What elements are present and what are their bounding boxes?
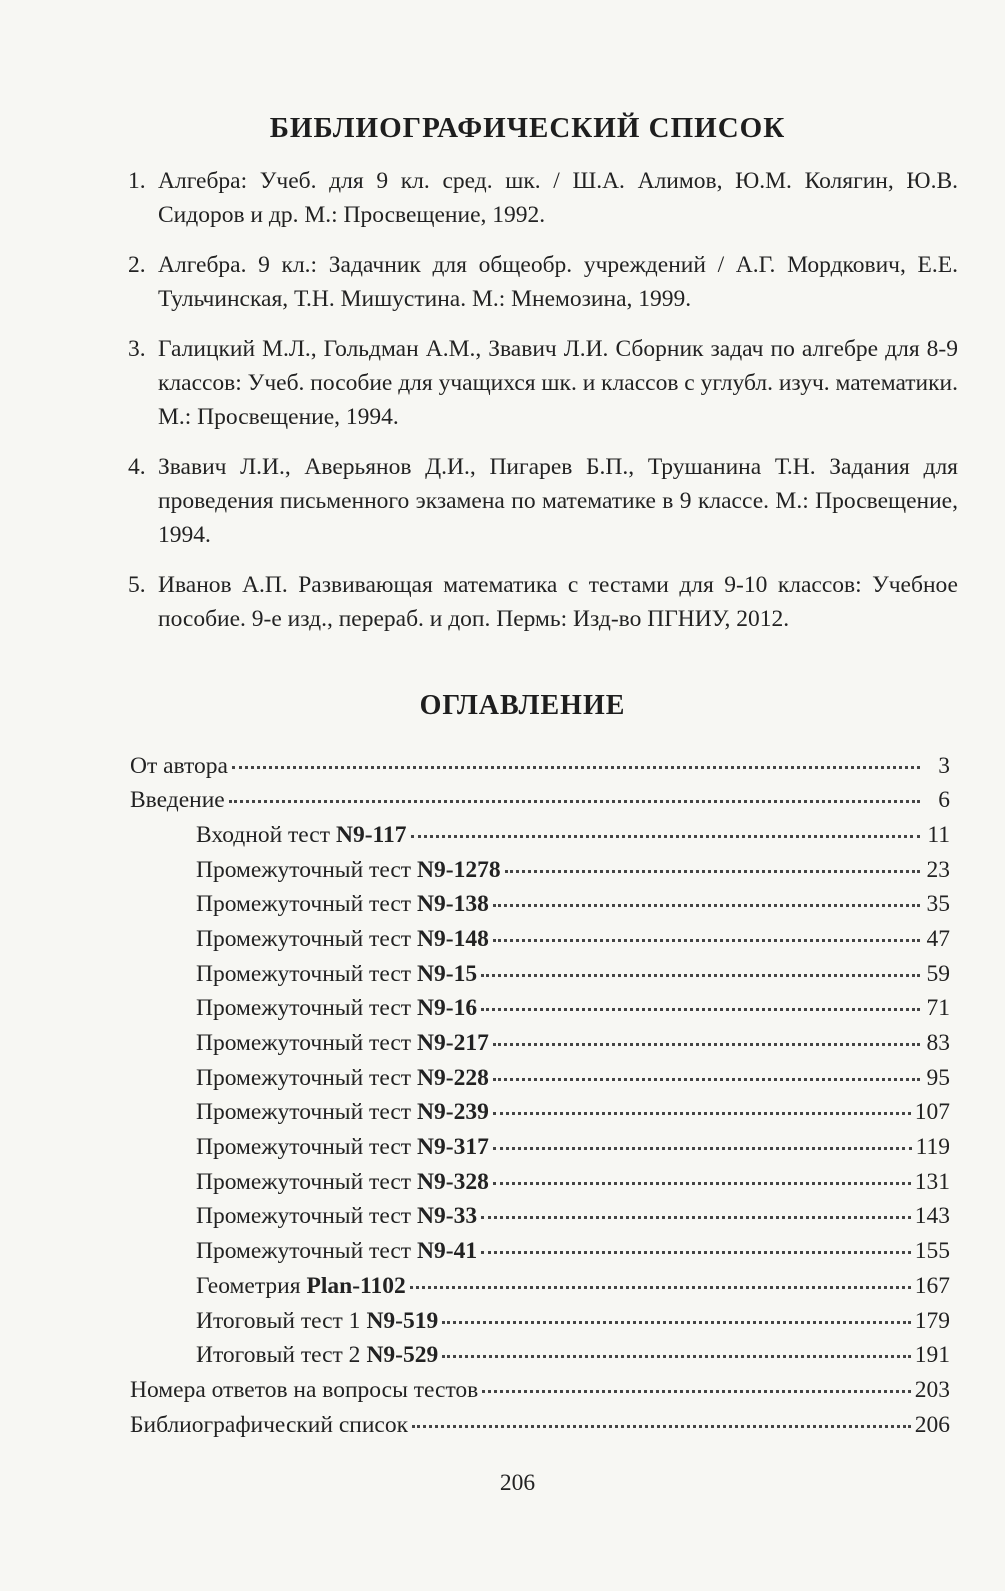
toc-entry-page: 11 bbox=[927, 821, 950, 848]
toc-leader-dots bbox=[481, 950, 920, 977]
toc-entry[interactable] bbox=[130, 746, 950, 781]
bibliography-item-number: 5. bbox=[128, 572, 146, 598]
toc-leader-dots bbox=[410, 1262, 911, 1289]
toc-leader-dots bbox=[493, 915, 920, 942]
toc-entry-label: Промежуточный тест bbox=[196, 1168, 412, 1195]
toc-entry-page: 131 bbox=[914, 1168, 950, 1195]
toc-entry[interactable] bbox=[130, 954, 950, 989]
toc-entry-page: 83 bbox=[926, 1030, 950, 1056]
toc-entry-page: 206 bbox=[914, 1411, 950, 1438]
toc-title: ОГЛАВЛЕНИЕ bbox=[419, 690, 626, 721]
toc-entry[interactable] bbox=[130, 1266, 950, 1301]
bibliography-item bbox=[128, 568, 958, 636]
toc-leader-dots bbox=[493, 881, 920, 908]
bibliography-item-number: 1. bbox=[128, 168, 146, 194]
toc-leader-dots bbox=[493, 1020, 920, 1047]
toc-leader-dots bbox=[481, 1193, 911, 1220]
toc-entry[interactable] bbox=[130, 1301, 950, 1336]
toc-entry-page: 71 bbox=[926, 995, 950, 1022]
toc-entry[interactable] bbox=[130, 1232, 950, 1267]
toc-entry-page: 179 bbox=[914, 1307, 950, 1334]
toc-leader-dots bbox=[481, 985, 920, 1012]
toc-entry-page: 107 bbox=[914, 1099, 950, 1126]
bibliography-item-text: Звавич Л.И., Аверьянов Д.И., Пигарев Б.П., Трушанина Т.Н. Задания для проведения письменного экзамена по математике в 9 классе. М.: Просвещение, 1994. bbox=[158, 454, 958, 548]
toc-entry-label: Промежуточный тест bbox=[196, 1064, 412, 1091]
toc-leader-dots bbox=[493, 1089, 911, 1116]
toc-entry-code: N9-117 bbox=[336, 821, 407, 848]
toc-leader-dots bbox=[481, 1228, 911, 1255]
toc-entry-code: N9-138 bbox=[417, 891, 489, 918]
toc-entry[interactable] bbox=[130, 1024, 950, 1059]
toc-entry-label: Итоговый тест 1 bbox=[196, 1307, 361, 1334]
toc-entry-label: Библиографический список bbox=[130, 1411, 409, 1438]
toc-entry-page: 3 bbox=[938, 752, 950, 779]
toc-entry-code: N9-148 bbox=[417, 925, 489, 952]
toc-entry-code: N9-1278 bbox=[417, 856, 501, 883]
toc-entry-label: Входной тест bbox=[196, 821, 331, 848]
toc-entry-label: Промежуточный тест bbox=[196, 995, 412, 1022]
bibliography-item bbox=[128, 450, 958, 552]
toc-entry[interactable] bbox=[130, 885, 950, 920]
toc-entry-page: 191 bbox=[914, 1342, 950, 1369]
toc-entry-label: Итоговый тест 2 bbox=[196, 1342, 361, 1369]
bibliography-item-number: 4. bbox=[128, 454, 146, 480]
bibliography-list bbox=[128, 164, 958, 652]
toc-entry-label: Введение bbox=[130, 787, 225, 814]
toc-leader-dots bbox=[411, 811, 920, 838]
toc-entry-label: Промежуточный тест bbox=[196, 1030, 412, 1056]
toc-entry-code: N9-33 bbox=[417, 1203, 478, 1230]
toc-entry-label: Промежуточный тест bbox=[196, 1203, 412, 1230]
bibliography-item-text: Галицкий М.Л., Гольдман А.М., Звавич Л.И. Сборник задач по алгебре для 8-9 классов: Учеб. пособие для учащихся шк. и классов с углубл. изуч. математики. М.: Просвещение, 1994. bbox=[158, 336, 958, 430]
toc-entry[interactable] bbox=[130, 850, 950, 885]
toc-entry[interactable] bbox=[130, 1093, 950, 1128]
page-number: 206 bbox=[499, 1470, 536, 1496]
toc-leader-dots bbox=[493, 1158, 911, 1185]
toc-entry-code: N9-41 bbox=[417, 1238, 478, 1265]
toc-entry-page: 6 bbox=[938, 787, 950, 814]
toc-entry-code: N9-529 bbox=[366, 1342, 439, 1369]
toc-entry[interactable] bbox=[130, 1405, 950, 1440]
toc-entry-page: 47 bbox=[926, 925, 950, 952]
toc-entry[interactable] bbox=[130, 815, 950, 850]
toc-entry[interactable] bbox=[130, 1162, 950, 1197]
toc-entry-label: От автора bbox=[130, 752, 228, 779]
bibliography-item bbox=[128, 248, 958, 316]
toc-entry-page: 143 bbox=[914, 1203, 950, 1230]
bibliography-item bbox=[128, 164, 958, 232]
toc-leader-dots bbox=[412, 1401, 911, 1428]
toc-leader-dots bbox=[229, 777, 920, 804]
toc-entry[interactable] bbox=[130, 919, 950, 954]
toc-entry-page: 95 bbox=[926, 1064, 950, 1091]
toc-leader-dots bbox=[232, 742, 920, 769]
toc-entry-code: N9-15 bbox=[417, 960, 478, 987]
toc-entry[interactable] bbox=[130, 989, 950, 1024]
toc-entry-label: Промежуточный тест bbox=[196, 1099, 412, 1126]
toc-leader-dots bbox=[505, 846, 920, 873]
toc-entry-page: 23 bbox=[926, 856, 950, 883]
toc-entry-label: Промежуточный тест bbox=[196, 1238, 412, 1265]
toc-leader-dots bbox=[482, 1366, 910, 1393]
toc-entry-page: 203 bbox=[914, 1376, 950, 1403]
toc-entry-code: N9-317 bbox=[417, 1134, 489, 1161]
bibliography-item-text: Алгебра. 9 кл.: Задачник для общеобр. учреждений / А.Г. Мордкович, Е.Е. Тульчинская, Т.Н. Мишустина. М.: Мнемозина, 1999. bbox=[158, 252, 958, 312]
bibliography-item bbox=[128, 332, 958, 434]
table-of-contents bbox=[130, 746, 950, 1440]
toc-entry-code: N9-217 bbox=[417, 1030, 489, 1056]
toc-leader-dots bbox=[442, 1297, 911, 1324]
toc-entry-page: 167 bbox=[914, 1272, 950, 1299]
toc-leader-dots bbox=[493, 1054, 920, 1081]
toc-entry[interactable] bbox=[130, 781, 950, 816]
toc-entry-page: 119 bbox=[915, 1134, 950, 1161]
toc-entry-code: Plan-1102 bbox=[306, 1272, 406, 1299]
toc-entry[interactable] bbox=[130, 1336, 950, 1371]
toc-entry-label: Промежуточный тест bbox=[196, 1134, 412, 1161]
toc-leader-dots bbox=[493, 1124, 912, 1151]
toc-entry[interactable] bbox=[130, 1128, 950, 1163]
bibliography-item-text: Иванов А.П. Развивающая математика с тестами для 9-10 классов: Учебное пособие. 9-е изд., перераб. и доп. Пермь: Изд-во ПГНИУ, 2012. bbox=[158, 572, 958, 632]
toc-entry-page: 155 bbox=[914, 1238, 950, 1265]
toc-entry-code: N9-328 bbox=[417, 1168, 489, 1195]
toc-entry[interactable] bbox=[130, 1370, 950, 1405]
toc-entry-page: 35 bbox=[926, 891, 950, 918]
toc-entry-label: Номера ответов на вопросы тестов bbox=[130, 1376, 479, 1403]
toc-entry-label: Промежуточный тест bbox=[196, 856, 412, 883]
toc-entry[interactable] bbox=[130, 1197, 950, 1232]
bibliography-item-text: Алгебра: Учеб. для 9 кл. сред. шк. / Ш.А. Алимов, Ю.М. Колягин, Ю.В. Сидоров и др. М.: Просвещение, 1992. bbox=[158, 168, 958, 228]
toc-entry-label: Промежуточный тест bbox=[196, 960, 412, 987]
toc-entry-code: N9-16 bbox=[417, 995, 478, 1022]
toc-entry-code: N9-228 bbox=[417, 1064, 489, 1091]
toc-entry-label: Геометрия bbox=[196, 1272, 301, 1299]
toc-entry-label: Промежуточный тест bbox=[196, 891, 412, 918]
toc-entry-page: 59 bbox=[926, 960, 950, 987]
bibliography-title: БИБЛИОГРАФИЧЕСКИЙ СПИСОК bbox=[269, 112, 786, 144]
toc-entry-label: Промежуточный тест bbox=[196, 925, 412, 952]
toc-entry-code: N9-239 bbox=[417, 1099, 489, 1126]
toc-entry-code: N9-519 bbox=[366, 1307, 439, 1334]
bibliography-item-number: 3. bbox=[128, 336, 146, 362]
bibliography-item-number: 2. bbox=[128, 252, 146, 278]
toc-entry[interactable] bbox=[130, 1058, 950, 1093]
toc-leader-dots bbox=[442, 1332, 911, 1359]
